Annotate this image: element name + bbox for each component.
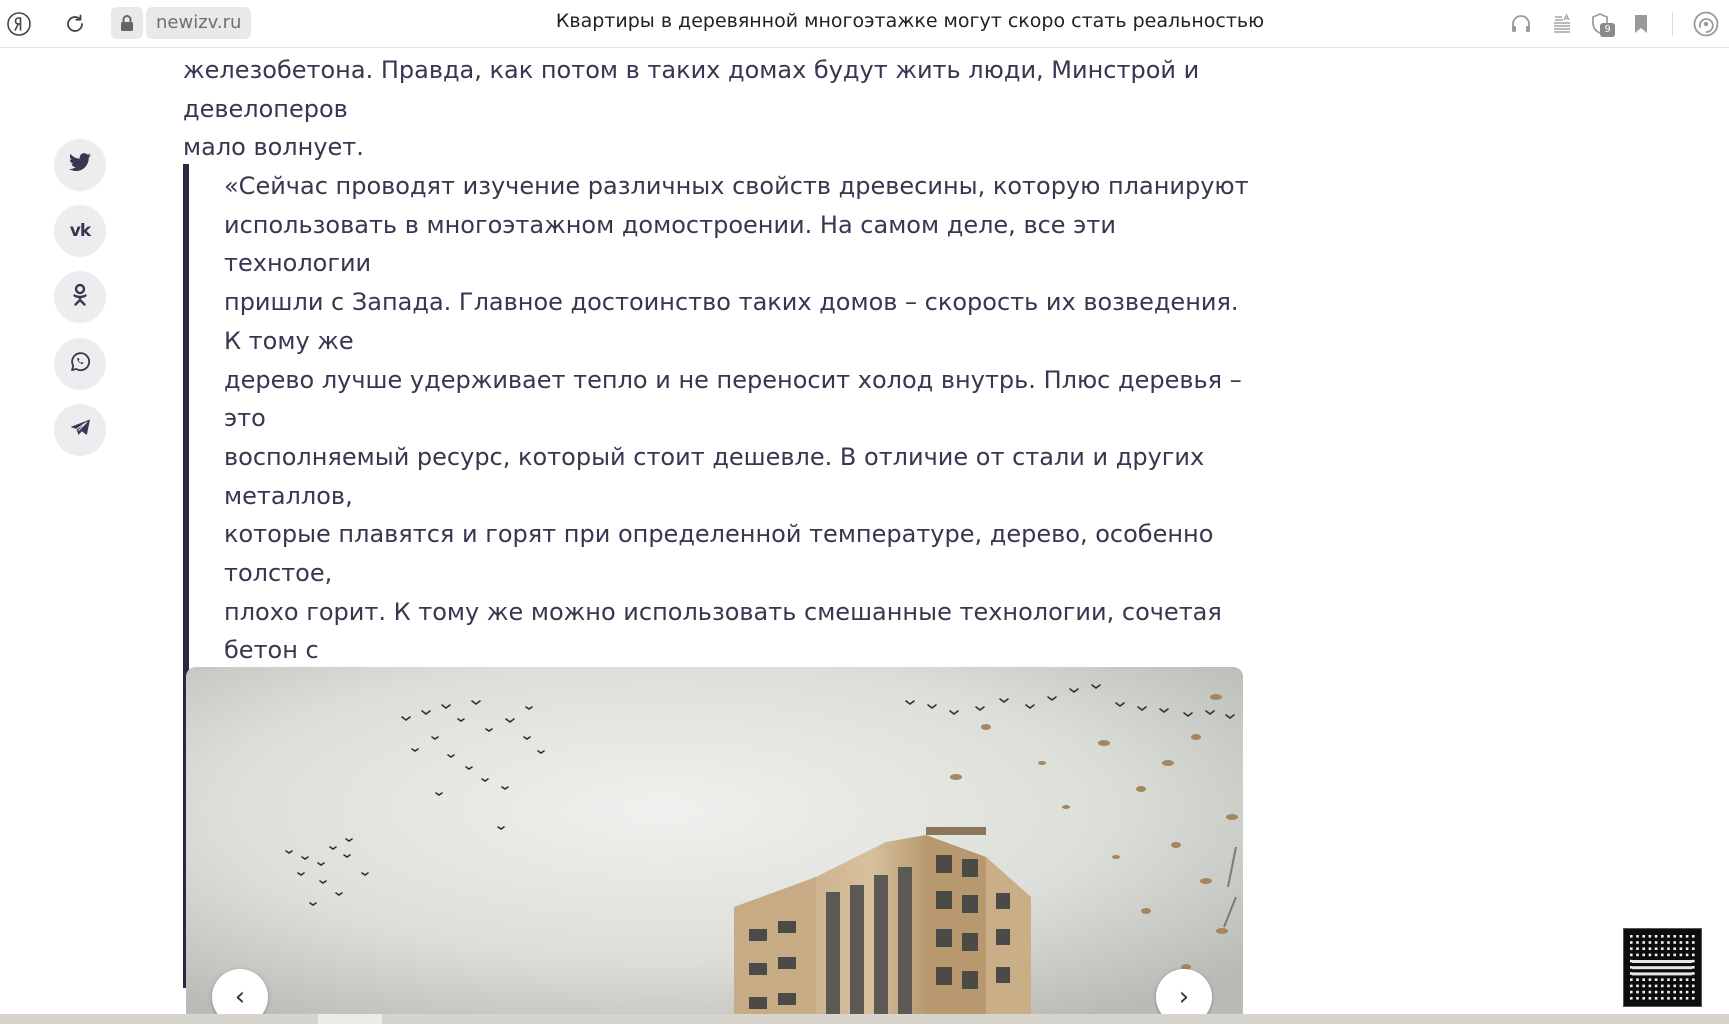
twitter-icon <box>68 153 92 177</box>
alice-icon[interactable] <box>1691 9 1721 39</box>
wooden-building-illustration <box>186 667 1243 1024</box>
paragraph-line: мало волнует. <box>183 133 364 161</box>
reload-icon[interactable] <box>60 9 90 39</box>
quote-line: восполняемый ресурс, который стоит дешевле. В отличие от стали и других металлов, <box>224 442 1205 510</box>
gallery-prev-button[interactable]: ‹ <box>212 969 268 1024</box>
quote-line: использовать в многоэтажном домостроении. На самом деле, все эти технологии <box>224 210 1116 278</box>
bookmark-icon[interactable] <box>1626 9 1656 39</box>
quote-line: плохо горит. К тому же можно использовать смешанные технологии, сочетая бетон с <box>224 597 1222 665</box>
vk-icon: vk <box>69 221 91 241</box>
reader-icon[interactable] <box>1547 9 1577 39</box>
quote-line: пришли с Запада. Главное достоинство таких домов – скорость их возведения. К тому же <box>224 288 1239 355</box>
whatsapp-icon <box>68 350 92 378</box>
lock-icon[interactable] <box>111 7 143 39</box>
odnoklassniki-icon <box>71 283 89 311</box>
share-odnoklassniki-button[interactable] <box>54 271 106 323</box>
share-twitter-button[interactable] <box>54 139 106 191</box>
address-domain[interactable]: newizv.ru <box>146 7 251 39</box>
extensions-badge: 9 <box>1600 23 1615 37</box>
address-bar[interactable] <box>111 7 251 39</box>
paragraph-line: железобетона. Правда, как потом в таких домах будут жить люди, Минстрой и девелоперов <box>183 56 1200 123</box>
watermark-logo-pattern <box>1624 929 1701 1006</box>
telegram-icon <box>69 418 91 442</box>
browser-toolbar <box>0 0 1729 48</box>
horizontal-scrollbar[interactable] <box>0 1014 1729 1024</box>
share-whatsapp-button[interactable] <box>54 338 106 390</box>
article-paragraph <box>183 51 1253 167</box>
extensions-icon[interactable] <box>1585 9 1615 39</box>
scrollbar-thumb[interactable] <box>318 1014 382 1024</box>
share-telegram-button[interactable] <box>54 404 106 456</box>
quote-line: которые плавятся и горят при определенной температуре, дерево, особенно толстое, <box>224 520 1214 588</box>
quote-line: дерево лучше удерживает тепло и не переносит холод внутрь. Плюс деревья – это <box>224 365 1242 433</box>
yandex-icon[interactable] <box>4 9 34 39</box>
share-vk-button[interactable] <box>54 205 106 257</box>
page-title: Квартиры в деревянной многоэтажке могут скоро стать реальностью <box>555 10 1265 32</box>
article-image[interactable] <box>186 667 1243 1024</box>
toolbar-divider <box>1672 12 1673 36</box>
gallery-next-button[interactable]: › <box>1156 969 1212 1024</box>
watermark-logo <box>1623 928 1702 1007</box>
headphones-icon[interactable] <box>1506 9 1536 39</box>
quote-line: «Сейчас проводят изучение различных свойств древесины, которую планируют <box>224 172 1249 200</box>
